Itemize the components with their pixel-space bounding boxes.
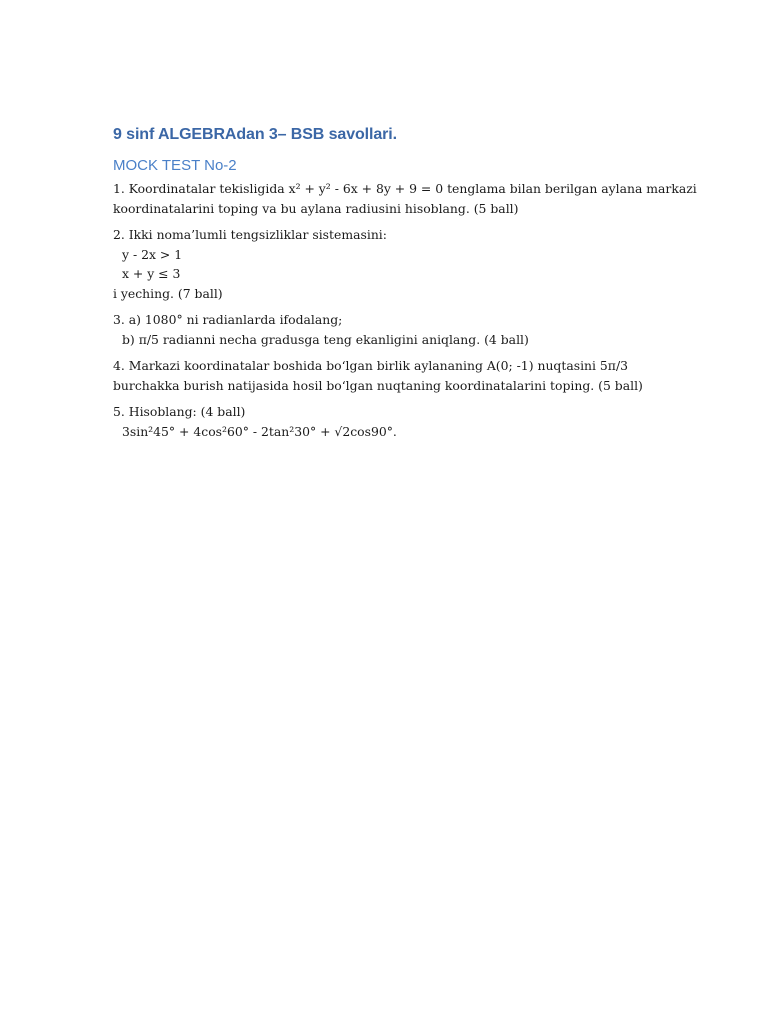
question-2-inequality-1: y - 2x > 1 — [122, 246, 183, 262]
question-5-expression: 3sin²45° + 4cos²60° - 2tan²30° + √2cos90°. — [122, 423, 397, 439]
question-2-inequality-2: x + y ≤ 3 — [122, 266, 181, 281]
question-1-line-1: 1. Koordinatalar tekisligida x² + y² - 6x + 8y + 9 = 0 tenglama bilan berilgan aylana markazi — [113, 181, 697, 196]
question-4 — [113, 356, 658, 395]
question-4-line-1: 4. Markazi koordinatalar boshida bo‘lgan birlik aylananing A(0; -1) nuqtasini 5π/3 — [113, 358, 629, 373]
document-subtitle: MOCK TEST No-2 — [113, 157, 237, 174]
question-2-line-1: 2. Ikki noma’lumli tengsizliklar sistemasini: — [113, 227, 387, 242]
question-5-line-1: 5. Hisoblang: (4 ball) — [113, 404, 246, 419]
question-1 — [113, 179, 697, 218]
question-3 — [113, 310, 658, 349]
document-title: 9 sinf ALGEBRAdan 3– BSB savollari. — [113, 126, 397, 143]
question-1-line-2: koordinatalarini toping va bu aylana radiusini hisoblang. (5 ball) — [113, 200, 519, 216]
document-page — [113, 124, 697, 448]
question-2 — [113, 225, 658, 303]
question-3-part-b: b) π/5 radianni necha gradusga teng ekanligini aniqlang. (4 ball) — [122, 331, 529, 347]
question-2-line-4: i yeching. (7 ball) — [113, 285, 223, 301]
question-5 — [113, 402, 658, 441]
question-3-part-a: 3. a) 1080° ni radianlarda ifodalang; — [113, 312, 343, 327]
question-4-line-2: burchakka burish natijasida hosil bo‘lgan nuqtaning koordinatalarini toping. (5 ball) — [113, 377, 643, 393]
